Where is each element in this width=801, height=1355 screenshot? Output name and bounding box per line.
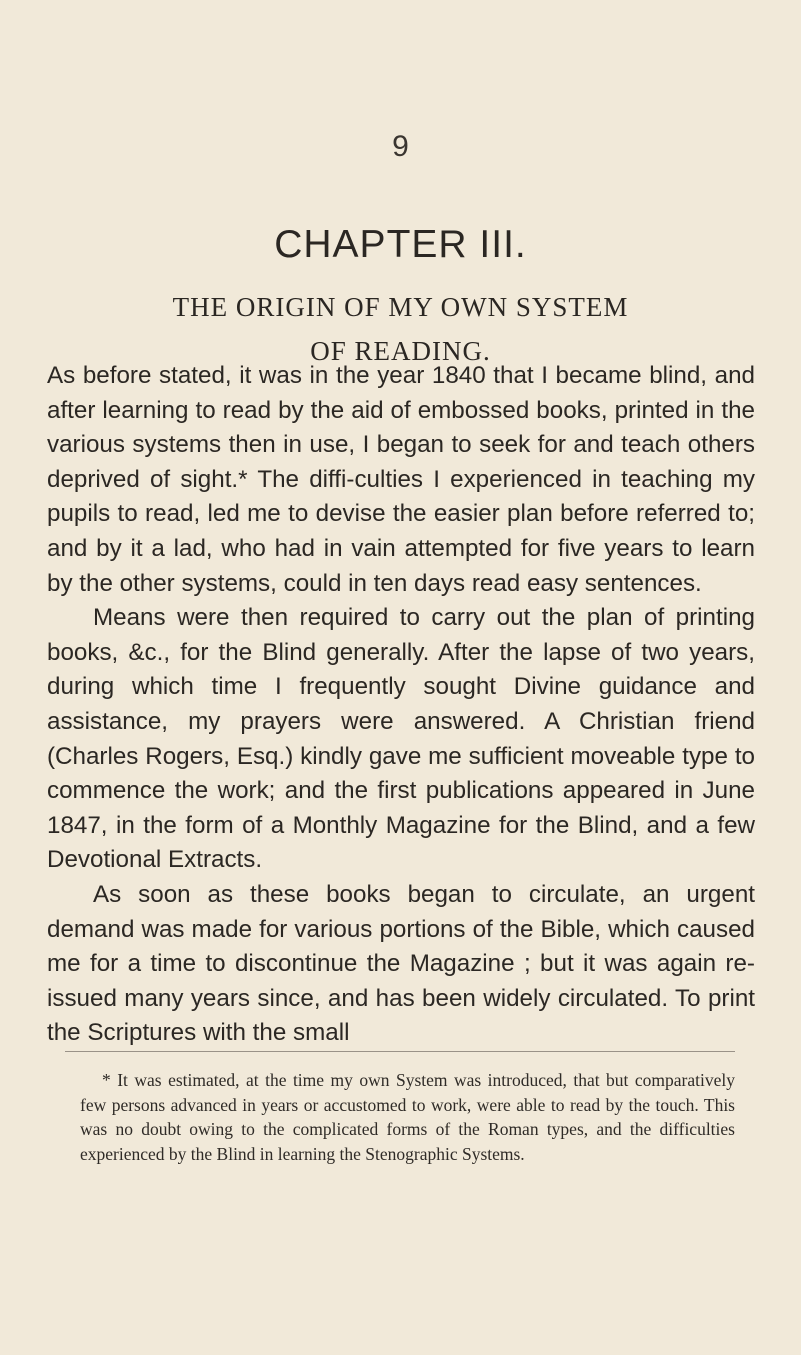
footnote: * It was estimated, at the time my own System was introduced, that but comparatively few persons advanced in years or accustomed to work, were able to read by the touch. This was no doubt owing to the complicated forms of the Roman types, and the difficulties experienced by the Blind in learning the Stenographic Systems. [80,1070,735,1164]
chapter-heading-line-1: THE ORIGIN OF MY OWN SYSTEM [172,292,629,322]
paragraph: Means were then required to carry out the plan of printing books, &c., for the Blind generally. After the lapse of two years, during which time I frequently sought Divine guidance and assistance, my prayers were answered. A Christian friend (Charles Rogers, Esq.) kindly gave me sufficient moveable type to commence the work; and the first publications appeared in June 1847, in the form of a Monthly Magazine for the Blind, and a few Devotional Extracts. [47,604,755,874]
paragraph: As soon as these books began to circulate, an urgent demand was made for various portions of the Bible, which caused me for a time to discontinue the Magazine ; but it was again re-issued many years since, and has been widely circulated. To print the Scriptures with the small [47,880,755,1047]
chapter-heading-line-2: OF READING. [310,336,491,366]
body-text [47,359,755,1051]
footnote-rule [65,1051,735,1052]
chapter-title: CHAPTER III. [274,223,527,266]
page-number: 9 [392,130,409,163]
paragraph: As before stated, it was in the year 1840 that I became blind, and after learning to read by the aid of embossed books, printed in the various systems then in use, I began to seek for and teach others deprived of sight.* The diffi-culties I experienced in teaching my pupils to read, led me to devise the easier plan before referred to; and by it a lad, who had in vain attempted for five years to learn by the other systems, could in ten days read easy sentences. [47,362,755,597]
